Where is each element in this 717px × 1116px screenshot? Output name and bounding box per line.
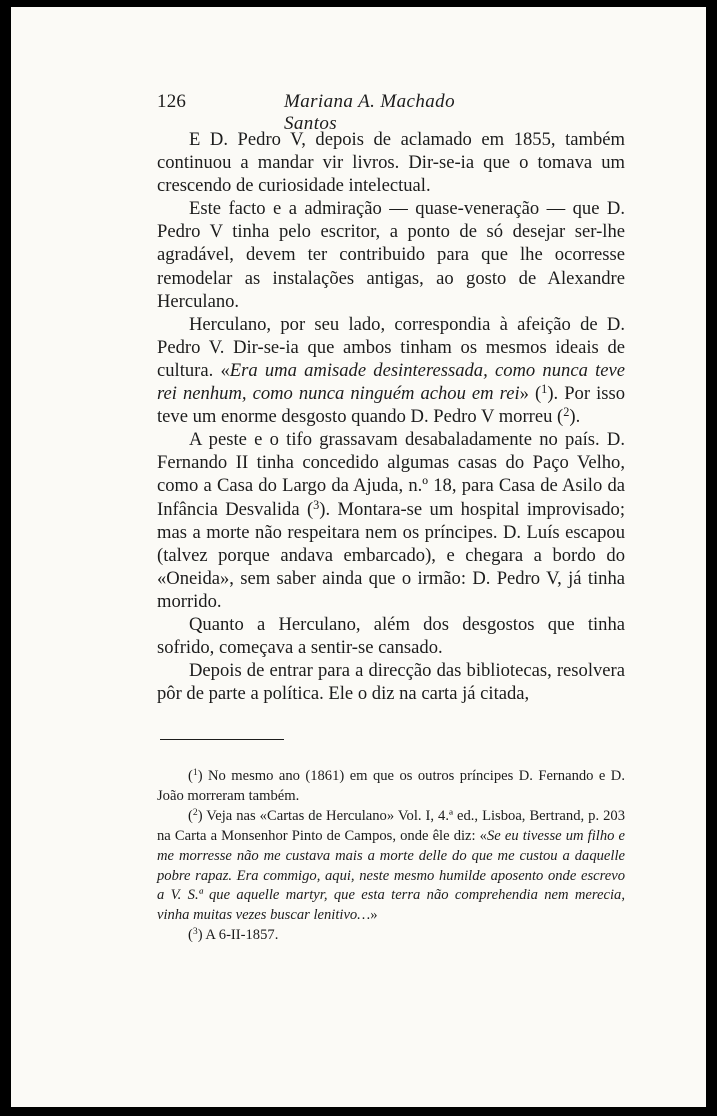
paragraph-3-text-cont: ). Por isso teve um enorme desgosto quando D. Pedro V morreu (	[157, 383, 626, 428]
footnote-2-end: »	[370, 907, 378, 924]
paragraph-3-text: Herculano, por seu lado, correspondia à afeição de D. Pedro V. Dir-se-ia que ambos tinham os mesmos ideais de cultura. «	[157, 313, 625, 381]
footnote-1-number: 1	[192, 767, 198, 779]
paragraph-3-end: ).	[569, 406, 581, 428]
footnote-ref-1: 1	[541, 381, 548, 396]
footnote-divider	[160, 739, 284, 740]
paragraph-1: E D. Pedro V, depois de aclamado em 1855, também continuou a mandar vir livros. Dir-se-ia que o tomava um crescendo de curiosidade intelectual.	[157, 129, 625, 197]
footnote-1: ($^1$) No mesmo ano (1861) em que os outros príncipes D. Fernando e D. João morreram também.	[157, 767, 625, 804]
book-page	[11, 7, 706, 1107]
paragraph-6: Depois de entrar para a direcção das bibliotecas, resolvera pôr de parte a política. Ele o diz na carta já citada,	[157, 660, 625, 705]
quotation-italic: Era uma amisade desinteressada, como nunca teve rei nenhum, como nunca ninguém achou em rei	[157, 359, 625, 405]
footnotes	[157, 767, 625, 946]
body-text	[157, 128, 625, 705]
footnote-3-number: 3	[192, 926, 198, 938]
footnote-2-text: Veja nas «Cartas de Herculano» Vol. I, 4.ª ed., Lisboa, Bertrand, p. 203 na Carta a Monsenhor Pinto de Campos, onde êle diz: «	[157, 807, 625, 844]
paragraph-3	[157, 313, 625, 428]
footnote-3: ($^3$) A 6-II-1857.	[188, 926, 279, 944]
footnote-2-quotation: Se eu tivesse um filho e me morresse não me custava mais a morte delle do que me custou a daquelle pobre rapaz. Era commigo, aqui, neste mesmo humilde aposento onde escrevo a V. S.ª que aquelle martyr, que esta terra não comprehendia nem merecia, vinha muitas vezes buscar lenitivo…	[157, 827, 626, 924]
paragraph-5: Quanto a Herculano, além dos desgostos que tinha sofrido, começava a sentir-se cansado.	[157, 613, 625, 659]
footnote-2-number: 2	[192, 807, 198, 818]
paragraph-4-text: A peste e o tifo grassavam desabaladamente no país. D. Fernando II tinha concedido algumas casas do Paço Velho, como a Casa do Largo da Ajuda, n.º 18, para Casa de Asilo da Infância Desvalida (	[157, 429, 625, 520]
running-head: Mariana A. Machado Santos	[284, 91, 455, 134]
paragraph-4	[157, 428, 625, 613]
footnote-ref-2: 2	[563, 405, 570, 419]
footnote-2: ($^2$) Veja nas «Cartas de Herculano» Vol. I, 4.ª ed., Lisboa, Bertrand, p. 203 na Carta a Monsenhor Pinto de Campos, onde êle diz: «Se eu tivesse um filho e me morresse não me custava mais a morte delle do que me custou a daquelle pobre rapaz. Era commigo, aqui, neste mesmo humilde aposento onde escrevo a V. S.ª que aquelle martyr, que esta terra não comprehendia nem merecia, vinha muitas vezes buscar lenitivo…»	[157, 807, 626, 924]
footnote-3-text: A 6-II-1857.	[205, 927, 279, 944]
paragraph-2: Este facto e a admiração — quase-veneração — que D. Pedro V tinha pelo escritor, a ponto de só desejar ser-lhe agradável, devem ter contribuido para que lhe ocorresse remodelar as instalações antigas, ao gosto de Alexandre Herculano.	[157, 198, 625, 312]
page-header	[157, 91, 511, 134]
footnote-1-text: No mesmo ano (1861) em que os outros príncipes D. Fernando e D. João morreram também.	[157, 768, 625, 804]
quote-close: » (	[519, 383, 542, 405]
footnote-ref-3: 3	[313, 497, 320, 512]
page-number: 126	[157, 91, 187, 112]
paragraph-4-text-cont: ). Montara-se um hospital improvisado; mas a morte não respeitara nem os príncipes. D. Luís escapou (talvez porque andava embarcado), e chegara a bordo do «Oneida», sem saber ainda que o irmão: D. Pedro V, já tinha morrido.	[157, 498, 625, 612]
